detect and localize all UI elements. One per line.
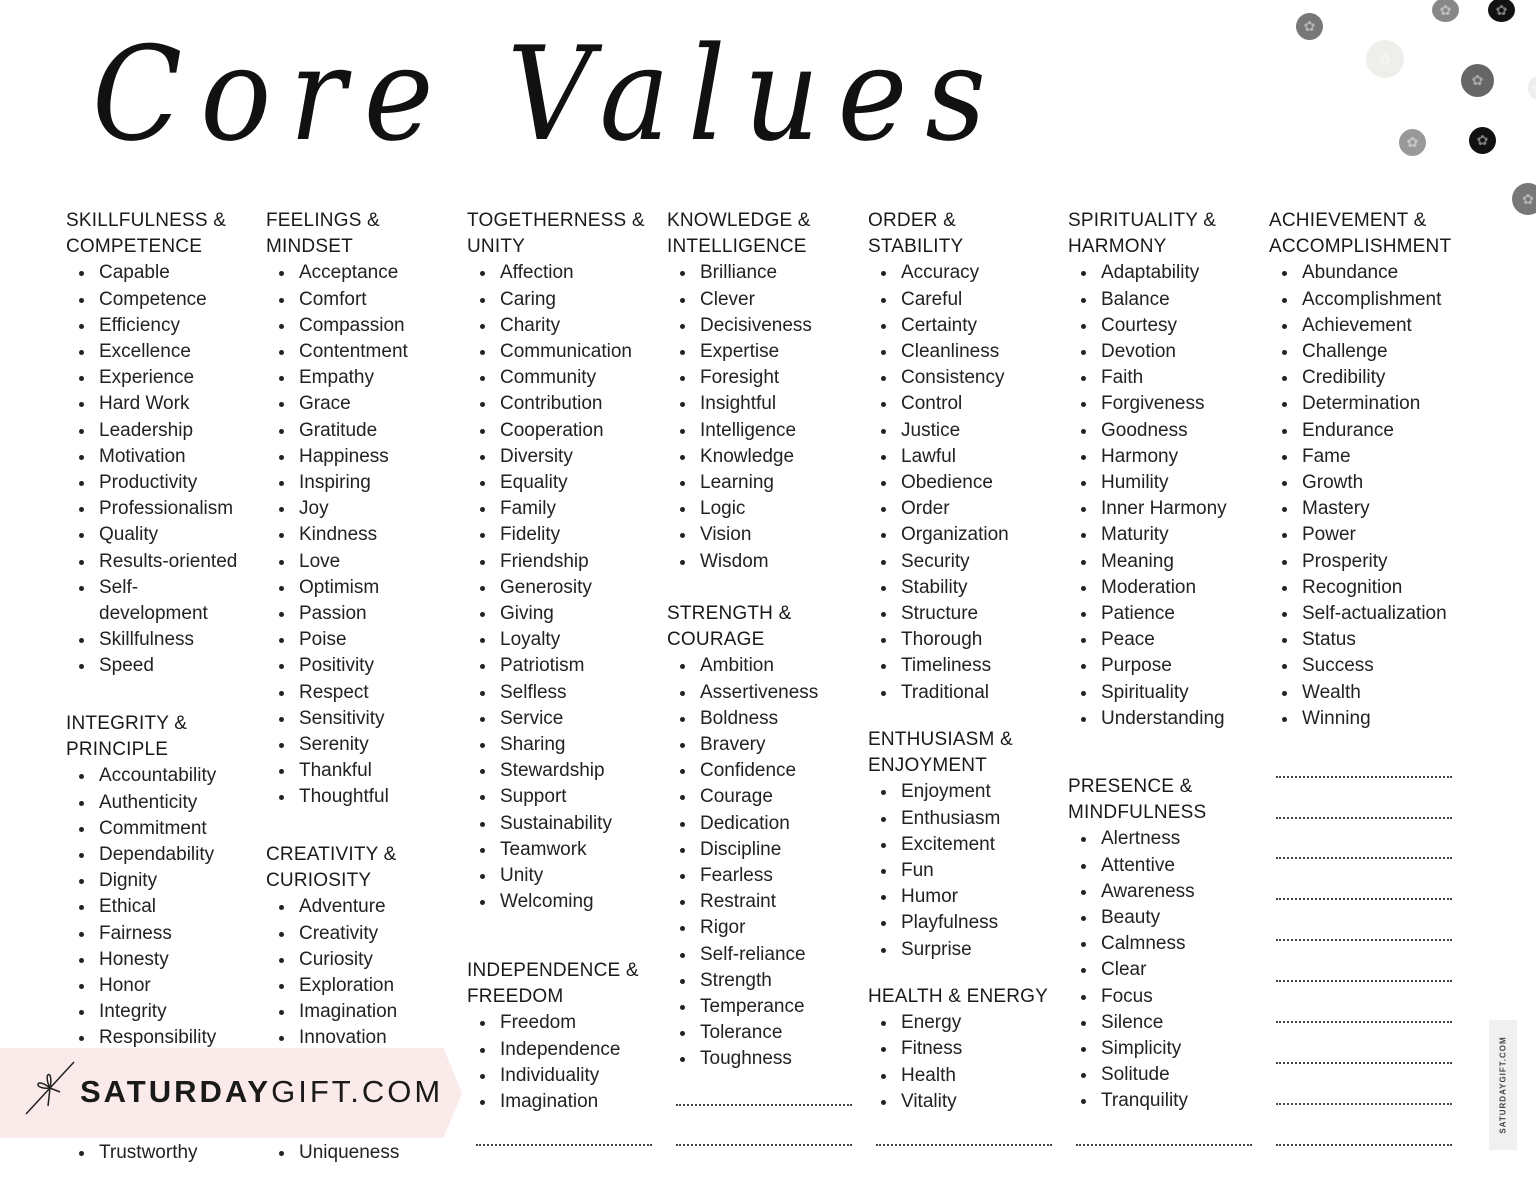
value-item: Adventure <box>266 894 464 920</box>
category-heading: INDEPENDENCE & <box>467 960 639 981</box>
flower-icon <box>1461 64 1494 97</box>
value-item: Loyalty <box>467 627 665 653</box>
value-items <box>266 894 464 1051</box>
write-in-line[interactable] <box>676 1104 852 1106</box>
value-item: Empathy <box>266 365 464 391</box>
value-item: Accuracy <box>868 260 1066 286</box>
write-in-line[interactable] <box>676 1144 852 1146</box>
value-item: Results-oriented <box>66 549 264 575</box>
category-heading: UNITY <box>467 236 525 258</box>
value-item: Strength <box>667 968 865 994</box>
value-item: Accountability <box>66 763 264 789</box>
value-item: Sustainability <box>467 811 665 837</box>
value-item: Mastery <box>1269 496 1467 522</box>
value-item: Silence <box>1068 1010 1266 1036</box>
write-in-line[interactable] <box>1076 1144 1252 1146</box>
write-in-line[interactable] <box>476 1144 652 1146</box>
value-item: Quality <box>66 522 264 548</box>
value-item: Uniqueness <box>266 1140 464 1166</box>
brand-logo[interactable] <box>80 1074 443 1110</box>
value-category <box>667 208 865 575</box>
value-item: Surprise <box>868 937 1066 963</box>
value-category <box>868 208 1066 706</box>
write-in-line[interactable] <box>876 1144 1052 1146</box>
write-in-line[interactable] <box>1276 857 1452 859</box>
value-item: Positivity <box>266 653 464 679</box>
value-items-after-banner <box>266 1140 464 1166</box>
value-item: Learning <box>667 470 865 496</box>
value-item: Prosperity <box>1269 549 1467 575</box>
value-item: Playfulness <box>868 910 1066 936</box>
value-item: Enthusiasm <box>868 806 1066 832</box>
value-items <box>66 763 264 1051</box>
value-item: Thankful <box>266 758 464 784</box>
value-item: Friendship <box>467 549 665 575</box>
value-item: Harmony <box>1068 444 1266 470</box>
value-item: Efficiency <box>66 313 264 339</box>
value-item: Self-reliance <box>667 942 865 968</box>
value-category <box>467 208 665 915</box>
value-item: Timeliness <box>868 653 1066 679</box>
value-item: Productivity <box>66 470 264 496</box>
value-item: Understanding <box>1068 706 1266 732</box>
flower-icon <box>1488 0 1515 22</box>
value-item: Imagination <box>266 999 464 1025</box>
brand-bold: SATURDAY <box>80 1074 272 1109</box>
value-item: Attentive <box>1068 853 1266 879</box>
value-item: Fearless <box>667 863 865 889</box>
vertical-watermark <box>1489 1020 1517 1150</box>
value-item: Moderation <box>1068 575 1266 601</box>
value-item: Dedication <box>667 811 865 837</box>
value-item: Service <box>467 706 665 732</box>
category-heading: STRENGTH & <box>667 603 792 624</box>
value-item: Welcoming <box>467 889 665 915</box>
value-item: Patriotism <box>467 653 665 679</box>
value-items <box>868 779 1066 962</box>
value-item: Abundance <box>1269 260 1467 286</box>
flower-icon <box>1512 183 1536 215</box>
value-item: Giving <box>467 601 665 627</box>
value-category <box>667 601 865 1073</box>
value-item: Honesty <box>66 947 264 973</box>
value-item: Serenity <box>266 732 464 758</box>
value-item: Professionalism <box>66 496 264 522</box>
category-heading: INTELLIGENCE <box>667 236 807 258</box>
value-item: Poise <box>266 627 464 653</box>
value-items <box>467 1010 665 1115</box>
value-item: Traditional <box>868 680 1066 706</box>
value-item: Family <box>467 496 665 522</box>
write-in-line[interactable] <box>1276 776 1452 778</box>
flower-icon <box>1366 40 1404 78</box>
category-heading: PRESENCE & <box>1068 776 1193 797</box>
value-category <box>868 727 1066 963</box>
value-item: Inspiring <box>266 470 464 496</box>
category-heading: SKILLFULNESS & <box>66 210 227 231</box>
category-heading: HARMONY <box>1068 236 1167 258</box>
value-item: Exploration <box>266 973 464 999</box>
value-item: Success <box>1269 653 1467 679</box>
value-item: Teamwork <box>467 837 665 863</box>
write-in-line[interactable] <box>1276 1021 1452 1023</box>
flower-icon <box>1399 129 1426 156</box>
value-item: Solitude <box>1068 1062 1266 1088</box>
value-item: Respect <box>266 680 464 706</box>
value-item: Speed <box>66 653 264 679</box>
value-item: Self-development <box>66 575 219 627</box>
value-item: Lawful <box>868 444 1066 470</box>
value-item: Affection <box>467 260 665 286</box>
value-item: Cleanliness <box>868 339 1066 365</box>
value-item: Fidelity <box>467 522 665 548</box>
category-heading: COURAGE <box>667 629 765 651</box>
value-item: Spirituality <box>1068 680 1266 706</box>
value-item: Maturity <box>1068 522 1266 548</box>
value-item: Purpose <box>1068 653 1266 679</box>
value-item: Ethical <box>66 894 264 920</box>
value-item: Contribution <box>467 391 665 417</box>
value-item: Patience <box>1068 601 1266 627</box>
value-item: Motivation <box>66 444 264 470</box>
write-in-line[interactable] <box>1276 898 1452 900</box>
value-item: Joy <box>266 496 464 522</box>
value-items <box>667 653 865 1072</box>
value-item: Winning <box>1269 706 1467 732</box>
value-item: Foresight <box>667 365 865 391</box>
value-item: Courage <box>667 784 865 810</box>
category-heading: ACHIEVEMENT & <box>1269 210 1427 231</box>
value-item: Experience <box>66 365 264 391</box>
value-item: Structure <box>868 601 1066 627</box>
category-heading: ACCOMPLISHMENT <box>1269 236 1452 258</box>
value-items <box>467 260 665 915</box>
write-in-line[interactable] <box>1276 1144 1452 1146</box>
value-item: Energy <box>868 1010 1066 1036</box>
value-category <box>266 842 464 1052</box>
value-item: Kindness <box>266 522 464 548</box>
flower-icon <box>1469 127 1496 154</box>
value-item: Commitment <box>66 816 264 842</box>
value-item: Focus <box>1068 984 1266 1010</box>
bow-icon <box>22 1058 78 1118</box>
value-item: Faith <box>1068 365 1266 391</box>
value-item: Sharing <box>467 732 665 758</box>
value-item: Thorough <box>868 627 1066 653</box>
value-item: Communication <box>467 339 665 365</box>
value-item: Selfless <box>467 680 665 706</box>
value-item: Fame <box>1269 444 1467 470</box>
value-item: Inner Harmony <box>1068 496 1266 522</box>
value-category <box>1068 208 1266 732</box>
category-heading: ENTHUSIASM & <box>868 729 1013 750</box>
category-heading: INTEGRITY & <box>66 713 188 734</box>
value-item: Meaning <box>1068 549 1266 575</box>
value-item: Bravery <box>667 732 865 758</box>
value-item: Power <box>1269 522 1467 548</box>
value-item: Intelligence <box>667 418 865 444</box>
value-item: Achievement <box>1269 313 1467 339</box>
value-items-after-banner <box>66 1140 264 1166</box>
value-item: Devotion <box>1068 339 1266 365</box>
value-item: Courtesy <box>1068 313 1266 339</box>
value-item: Alertness <box>1068 826 1266 852</box>
value-items <box>266 260 464 810</box>
category-heading: FREEDOM <box>467 986 564 1008</box>
value-item: Health <box>868 1063 1066 1089</box>
value-item: Cooperation <box>467 418 665 444</box>
value-item: Dependability <box>66 842 264 868</box>
value-item: Expertise <box>667 339 865 365</box>
value-item: Grace <box>266 391 464 417</box>
value-item: Humility <box>1068 470 1266 496</box>
value-item: Clever <box>667 287 865 313</box>
category-heading: HEALTH & ENERGY <box>868 986 1049 1007</box>
value-item: Innovation <box>266 1025 464 1051</box>
value-item: Self-actualization <box>1269 601 1467 627</box>
value-item: Logic <box>667 496 865 522</box>
value-item: Recognition <box>1269 575 1467 601</box>
write-in-line[interactable] <box>1276 939 1452 941</box>
value-item: Status <box>1269 627 1467 653</box>
value-item: Fun <box>868 858 1066 884</box>
value-item: Discipline <box>667 837 865 863</box>
value-item: Community <box>467 365 665 391</box>
value-item: Vitality <box>868 1089 1066 1115</box>
value-item: Optimism <box>266 575 464 601</box>
value-item: Rigor <box>667 915 865 941</box>
value-item: Accomplishment <box>1269 287 1467 313</box>
value-category <box>868 984 1066 1115</box>
flower-icon <box>1296 13 1323 40</box>
value-item: Excellence <box>66 339 264 365</box>
value-item: Adaptability <box>1068 260 1266 286</box>
value-items <box>868 260 1066 705</box>
value-item: Contentment <box>266 339 464 365</box>
value-item: Wisdom <box>667 549 865 575</box>
value-item: Tolerance <box>667 1020 865 1046</box>
value-item: Order <box>868 496 1066 522</box>
value-item: Integrity <box>66 999 264 1025</box>
write-in-line[interactable] <box>1276 817 1452 819</box>
value-item: Gratitude <box>266 418 464 444</box>
write-in-line[interactable] <box>1276 1062 1452 1064</box>
value-item: Authenticity <box>66 790 264 816</box>
value-item: Happiness <box>266 444 464 470</box>
value-item: Tranquility <box>1068 1088 1266 1114</box>
value-item: Wealth <box>1269 680 1467 706</box>
value-category <box>467 958 665 1115</box>
value-item: Equality <box>467 470 665 496</box>
value-item: Obedience <box>868 470 1066 496</box>
value-item: Support <box>467 784 665 810</box>
value-item: Stewardship <box>467 758 665 784</box>
value-items <box>1269 260 1467 732</box>
value-item: Diversity <box>467 444 665 470</box>
value-item: Honor <box>66 973 264 999</box>
value-item: Balance <box>1068 287 1266 313</box>
value-item: Careful <box>868 287 1066 313</box>
value-item: Fitness <box>868 1036 1066 1062</box>
value-item: Passion <box>266 601 464 627</box>
write-in-line[interactable] <box>1276 980 1452 982</box>
category-heading: CREATIVITY & <box>266 844 397 865</box>
value-category <box>1269 208 1467 732</box>
value-item: Restraint <box>667 889 865 915</box>
value-item: Control <box>868 391 1066 417</box>
category-heading: PRINCIPLE <box>66 739 169 761</box>
value-item: Sensitivity <box>266 706 464 732</box>
value-item: Forgiveness <box>1068 391 1266 417</box>
category-heading: ORDER & <box>868 210 956 231</box>
value-item: Independence <box>467 1037 665 1063</box>
value-category <box>66 711 264 1052</box>
value-items <box>1068 260 1266 732</box>
value-item: Skillfulness <box>66 627 264 653</box>
value-item: Confidence <box>667 758 865 784</box>
value-item: Caring <box>467 287 665 313</box>
value-item: Fairness <box>66 921 264 947</box>
category-heading: MINDFULNESS <box>1068 802 1207 824</box>
value-item: Freedom <box>467 1010 665 1036</box>
value-item: Brilliance <box>667 260 865 286</box>
value-item: Organization <box>868 522 1066 548</box>
value-item: Responsibility <box>66 1025 264 1051</box>
value-item: Consistency <box>868 365 1066 391</box>
value-item: Vision <box>667 522 865 548</box>
value-item: Certainty <box>868 313 1066 339</box>
value-item: Trustworthy <box>66 1140 264 1166</box>
category-heading: CURIOSITY <box>266 870 372 892</box>
value-item: Beauty <box>1068 905 1266 931</box>
category-heading: KNOWLEDGE & <box>667 210 811 231</box>
value-item: Hard Work <box>66 391 264 417</box>
vertical-watermark-text: SATURDAYGIFT.COM <box>1498 1036 1508 1134</box>
category-heading: MINDSET <box>266 236 353 258</box>
value-item: Justice <box>868 418 1066 444</box>
value-item: Insightful <box>667 391 865 417</box>
value-item: Comfort <box>266 287 464 313</box>
flower-icon <box>1528 76 1536 100</box>
value-item: Growth <box>1269 470 1467 496</box>
brand-light: GIFT.COM <box>271 1074 444 1109</box>
value-item: Goodness <box>1068 418 1266 444</box>
value-item: Charity <box>467 313 665 339</box>
value-item: Enjoyment <box>868 779 1066 805</box>
value-item: Determination <box>1269 391 1467 417</box>
value-item: Acceptance <box>266 260 464 286</box>
value-item: Unity <box>467 863 665 889</box>
value-item: Boldness <box>667 706 865 732</box>
value-item: Competence <box>66 287 264 313</box>
value-item: Clear <box>1068 957 1266 983</box>
value-item: Calmness <box>1068 931 1266 957</box>
value-item: Security <box>868 549 1066 575</box>
value-item: Peace <box>1068 627 1266 653</box>
category-heading: FEELINGS & <box>266 210 380 231</box>
value-item: Assertiveness <box>667 680 865 706</box>
value-item: Toughness <box>667 1046 865 1072</box>
value-item: Leadership <box>66 418 264 444</box>
category-heading: COMPETENCE <box>66 236 203 258</box>
category-heading: ENJOYMENT <box>868 755 987 777</box>
value-item: Temperance <box>667 994 865 1020</box>
value-item: Simplicity <box>1068 1036 1266 1062</box>
value-item: Capable <box>66 260 264 286</box>
value-item: Generosity <box>467 575 665 601</box>
page-title: Core Values <box>92 18 1004 170</box>
value-item: Stability <box>868 575 1066 601</box>
value-item: Decisiveness <box>667 313 865 339</box>
value-item: Creativity <box>266 921 464 947</box>
value-item: Awareness <box>1068 879 1266 905</box>
value-category <box>1068 774 1266 1115</box>
value-item: Knowledge <box>667 444 865 470</box>
value-item: Imagination <box>467 1089 665 1115</box>
value-item: Compassion <box>266 313 464 339</box>
value-item: Thoughtful <box>266 784 464 810</box>
value-category <box>266 208 464 811</box>
value-item: Dignity <box>66 868 264 894</box>
value-item: Ambition <box>667 653 865 679</box>
category-heading: SPIRITUALITY & <box>1068 210 1217 231</box>
category-heading: TOGETHERNESS & <box>467 210 645 231</box>
value-item: Humor <box>868 884 1066 910</box>
value-items <box>868 1010 1066 1115</box>
value-category <box>66 208 264 680</box>
value-item: Love <box>266 549 464 575</box>
value-items <box>66 260 264 679</box>
value-item: Individuality <box>467 1063 665 1089</box>
value-item: Challenge <box>1269 339 1467 365</box>
value-items <box>667 260 865 574</box>
value-item: Excitement <box>868 832 1066 858</box>
write-in-line[interactable] <box>1276 1103 1452 1105</box>
category-heading: STABILITY <box>868 236 964 258</box>
value-item: Curiosity <box>266 947 464 973</box>
value-items <box>1068 826 1266 1114</box>
value-item: Credibility <box>1269 365 1467 391</box>
value-item: Endurance <box>1269 418 1467 444</box>
flower-icon <box>1432 0 1459 22</box>
